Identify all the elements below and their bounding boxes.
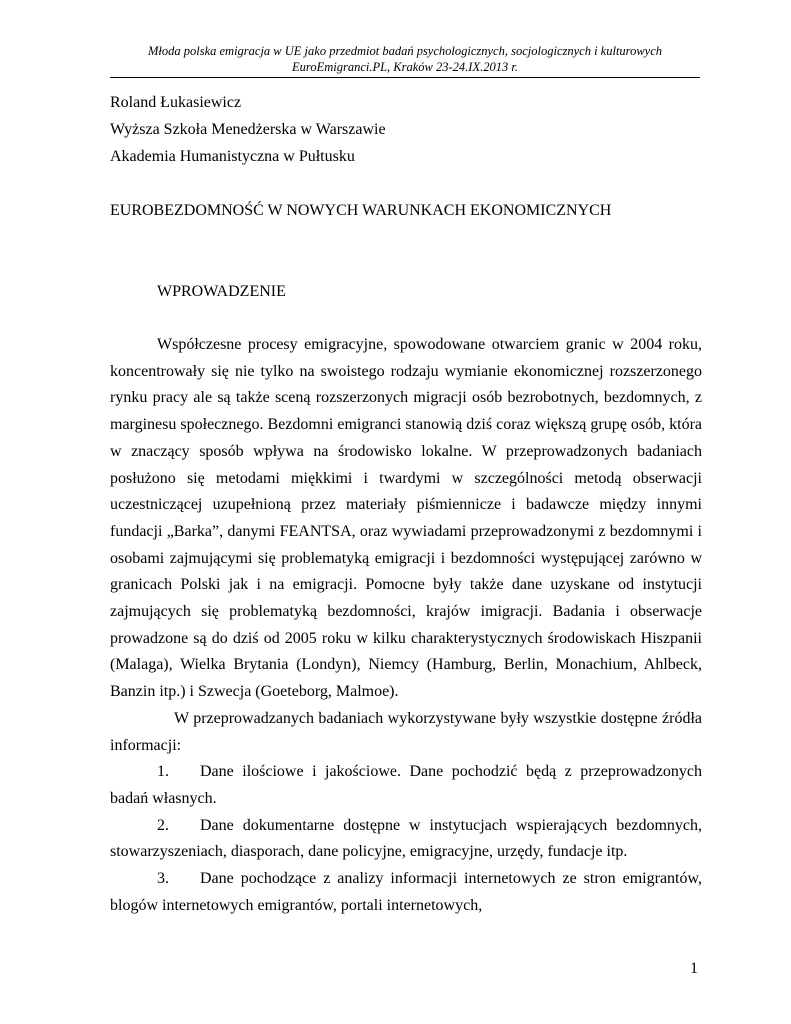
section-heading: WPROWADZENIE	[157, 283, 286, 300]
list-item	[110, 759, 702, 812]
author-affiliation-1: Wyższa Szkoła Menedżerska w Warszawie	[110, 121, 386, 138]
paragraph-intro: Współczesne procesy emigracyjne, spowodowane otwarciem granic w 2004 roku, koncentrowały się nie tylko na swoistego rodzaju wymianie ekonomicznej rozszerzonego rynku pracy ale są także sceną rozszerzonych migracji osób bezrobotnych, bezdomnych, z marginesu społecznego. Bezdomni emigranci stanowią dziś coraz większą grupę osób, która w znaczący sposób wpływa na środowisko lokalne. W przeprowadzonych badaniach posłużono się metodami miękkimi i twardymi w szczególności metodą obserwacji uczestniczącej uzupełnioną przez materiały piśmiennicze i badawcze między innymi fundacji „Barka”, danymi FEANTSA, oraz wywiadami przeprowadzonymi z bezdomnymi i osobami zajmującymi się problematyką emigracji i bezdomności występującej zarówno w granicach Polski jak i na emigracji. Pomocne były także dane uzyskane od instytucji zajmujących się problematyką bezdomności, krajów imigracji. Badania i obserwacje prowadzone są do dziś od 2005 roku w kilku charakterystycznych środowiskach Hiszpanii (Malaga), Wielka Brytania (Londyn), Niemcy (Hamburg, Berlin, Monachium, Ahlbeck, Banzin itp.) i Szwecja (Goeteborg, Malmoe).	[110, 336, 702, 701]
header-divider	[110, 77, 700, 78]
body-text	[110, 332, 702, 919]
author-name: Roland Łukasiewicz	[110, 94, 242, 111]
paragraph-sources: W przeprowadzanych badaniach wykorzystywane były wszystkie dostępne źródła informacji:	[110, 709, 702, 754]
document-title: EUROBEZDOMNOŚĆ W NOWYCH WARUNKACH EKONOMICZNYCH	[110, 202, 612, 219]
list-item-number: 2.	[157, 816, 169, 834]
list-item-text: Dane pochodzące z analizy informacji internetowych ze stron emigrantów, blogów internetowych emigrantów, portali internetowych,	[110, 870, 702, 914]
list-item	[110, 866, 702, 919]
page-number: 1	[690, 960, 698, 977]
list-item-number: 1.	[157, 763, 169, 781]
list-item	[110, 813, 702, 866]
list-item-text: Dane ilościowe i jakościowe. Dane pochodzić będą z przeprowadzonych badań własnych.	[110, 763, 702, 807]
running-header-line1: Młoda polska emigracja w UE jako przedmiot badań psychologicznych, socjologicznych i kulturowych	[147, 44, 663, 58]
author-affiliation-2: Akademia Humanistyczna w Pułtusku	[110, 148, 355, 165]
list-item-number: 3.	[157, 870, 169, 888]
running-header	[110, 43, 700, 75]
list-item-text: Dane dokumentarne dostępne w instytucjach wspierających bezdomnych, stowarzyszeniach, diasporach, dane policyjne, emigracyjne, urzędy, fundacje itp.	[110, 816, 702, 861]
running-header-line2: EuroEmigranci.PL, Kraków 23-24.IX.2013 r.	[292, 60, 518, 74]
